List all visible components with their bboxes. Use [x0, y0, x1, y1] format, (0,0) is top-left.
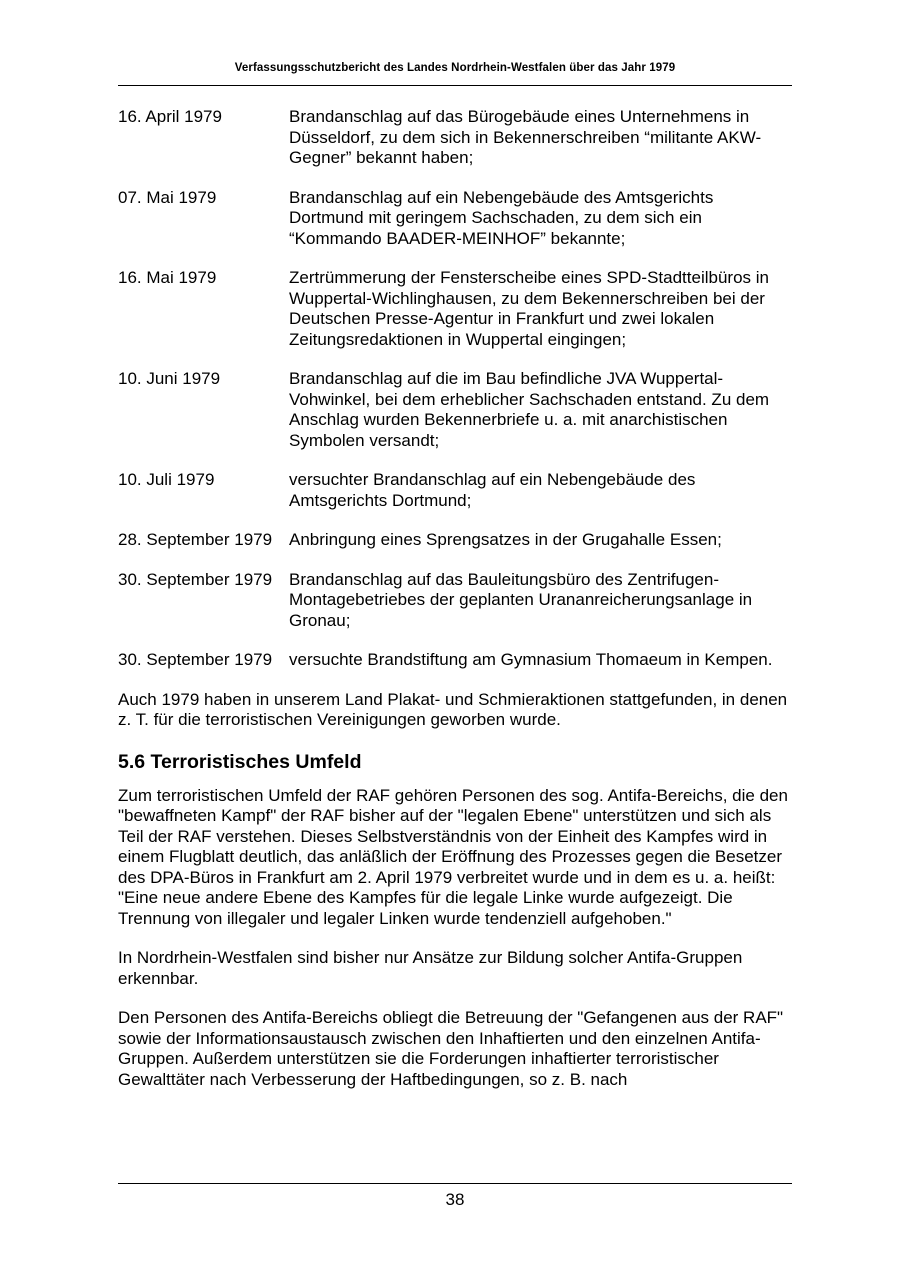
entry-text: Brandanschlag auf die im Bau befindliche JVA Wuppertal-Vohwinkel, bei dem erheblicher Sachschaden entstand. Zu dem Anschlag wurden Bekennerbriefe u. a. mit anarchistischen Symbolen versandt;	[289, 369, 770, 450]
entry-text: versuchter Brandanschlag auf ein Nebengebäude des Amtsgerichts Dortmund;	[289, 470, 696, 510]
running-header: Verfassungsschutzbericht des Landes Nordrhein-Westfalen über das Jahr 1979	[234, 62, 676, 74]
body-paragraph: Auch 1979 haben in unserem Land Plakat- und Schmieraktionen stattgefunden, in denen z. T. für die terroristischen Vereinigungen geworben wurde.	[118, 689, 788, 729]
chronology-entry	[118, 650, 792, 671]
header-divider	[118, 85, 792, 86]
entry-date: 28. September 1979	[118, 530, 273, 549]
chronology-entry	[118, 470, 792, 511]
chronology-entry	[118, 188, 792, 250]
chronology-entry	[118, 107, 792, 169]
chronology-entry	[118, 369, 792, 451]
entry-text: Brandanschlag auf das Bürogebäude eines Unternehmens in Düsseldorf, zu dem sich in Bekennerschreiben “militante AKW-Gegner” bekannt haben;	[289, 107, 762, 167]
body-paragraph: Zum terroristischen Umfeld der RAF gehören Personen des sog. Antifa-Bereichs, die den "bewaffneten Kampf" der RAF bisher auf der "legalen Ebene" unterstützen und sich als Teil der RAF verstehen. Dieses Selbstverständnis von der Einheit des Kampfes wird in einem Flugblatt deutlich, das anläßlich der Eröffnung des Prozesses gegen die Besetzer des DPA-Büros in Frankfurt am 2. April 1979 verbreitet wurde und in dem es u. a. heißt: "Eine neue andere Ebene des Kampfes für die legale Linke wurde aufgezeigt. Die Trennung von illegaler und legaler Linken wurde tendenziell aufgehoben."	[118, 785, 788, 928]
entry-date: 07. Mai 1979	[118, 187, 217, 207]
entry-date: 16. Mai 1979	[118, 268, 217, 287]
page-number: 38	[445, 1190, 465, 1209]
entry-text: versuchte Brandstiftung am Gymnasium Thomaeum in Kempen.	[289, 650, 773, 669]
entry-date: 30. September 1979	[118, 569, 273, 589]
body-paragraph: Den Personen des Antifa-Bereichs obliegt die Betreuung der "Gefangenen aus der RAF" sowie der Informationsaustausch zwischen den Inhaftierten und den einzelnen Antifa-Gruppen. Außerdem unterstützen sie die Forderungen inhaftierter terroristischer Gewalttäter nach Verbesserung der Haftbedingungen, so z. B. nach	[118, 1008, 784, 1089]
page-content	[118, 107, 792, 1109]
entry-text: Brandanschlag auf das Bauleitungsbüro des Zentrifugen-Montagebetriebes der geplanten Urananreicherungsanlage in Gronau;	[289, 569, 753, 630]
body-paragraph: In Nordrhein-Westfalen sind bisher nur Ansätze zur Bildung solcher Antifa-Gruppen erkennbar.	[118, 948, 743, 988]
entry-text: Anbringung eines Sprengsatzes in der Grugahalle Essen;	[289, 530, 722, 549]
entry-date: 16. April 1979	[118, 107, 222, 126]
chronology-entry	[118, 570, 792, 632]
entry-date: 10. Juni 1979	[118, 369, 221, 388]
entry-date: 30. September 1979	[118, 650, 273, 669]
entry-date: 10. Juli 1979	[118, 470, 215, 489]
section-heading: 5.6 Terroristisches Umfeld	[118, 750, 362, 773]
footer-divider	[118, 1183, 792, 1184]
chronology-entry	[118, 530, 792, 551]
chronology-entry	[118, 268, 792, 350]
entry-text: Brandanschlag auf ein Nebengebäude des Amtsgerichts Dortmund mit geringem Sachschaden, zu dem sich ein “Kommando BAADER-MEINHOF” bekannte;	[289, 187, 714, 248]
entry-text: Zertrümmerung der Fensterscheibe eines SPD-Stadtteilbüros in Wuppertal-Wichlinghausen, zu dem Bekennerschreiben bei der Deutschen Presse-Agentur in Frankfurt und zwei lokalen Zeitungsredaktionen in Wuppertal eingingen;	[289, 268, 769, 349]
